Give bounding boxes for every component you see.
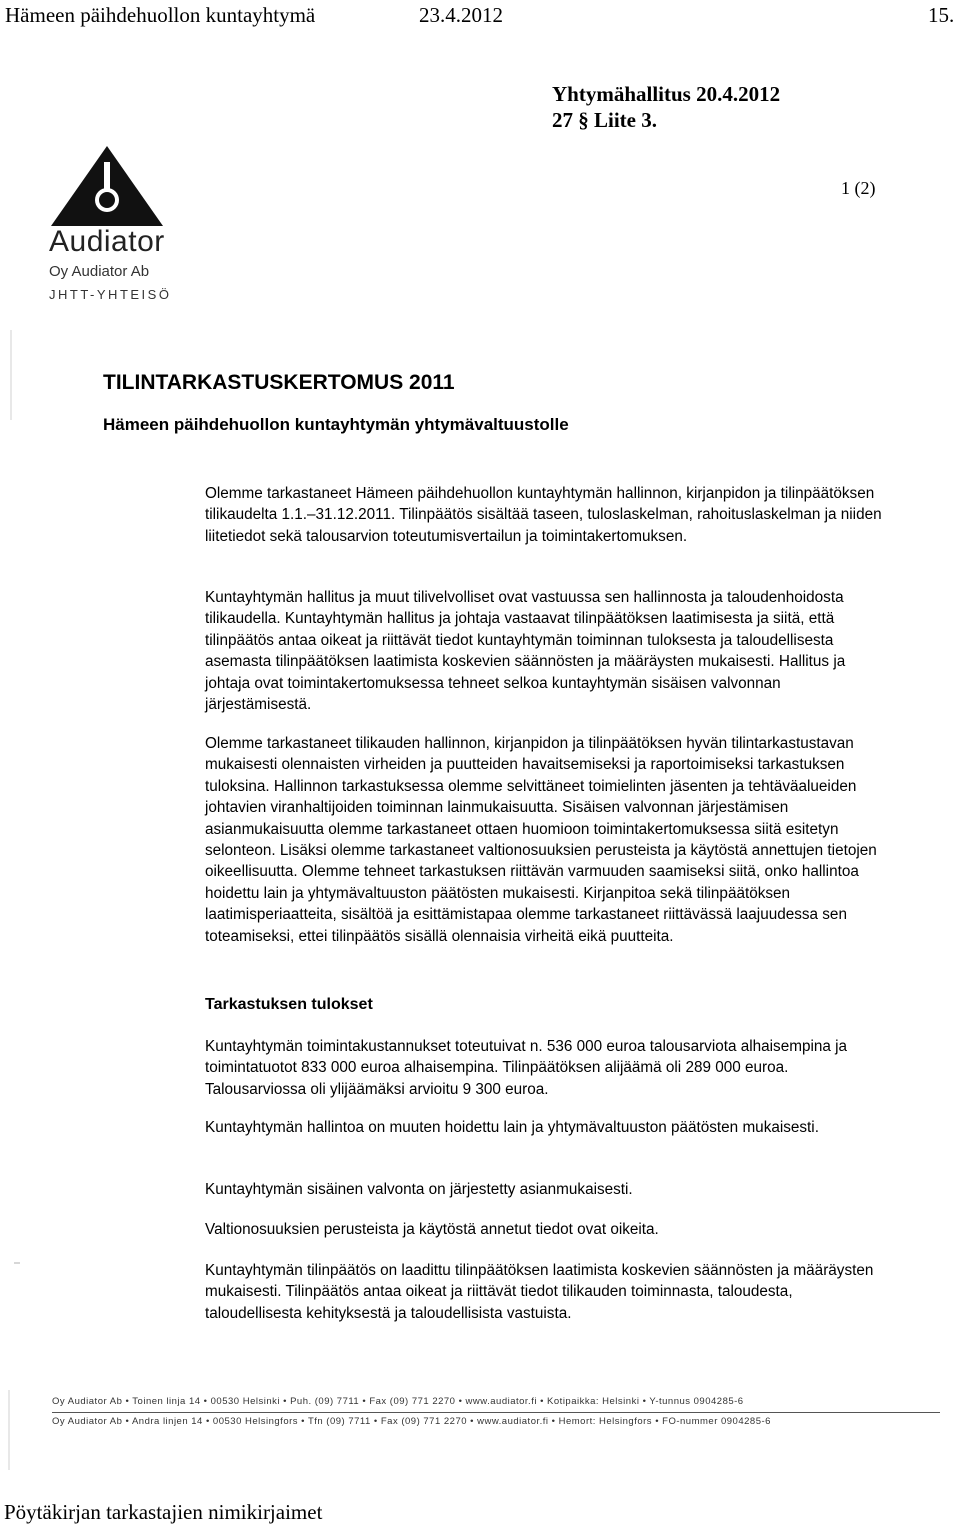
document-page-number: 15. — [928, 3, 955, 27]
scan-mark — [14, 1262, 20, 1264]
document-header-title: Hämeen päihdehuollon kuntayhtymä — [5, 3, 316, 27]
logo-name: Audiator — [49, 225, 165, 258]
meeting-reference: Yhtymähallitus 20.4.2012 — [552, 82, 781, 106]
attachment-reference: 27 § Liite 3. — [552, 108, 657, 132]
footer-address-fi: Oy Audiator Ab • Toinen linja 14 • 00530 Helsinki • Puh. (09) 7711 • Fax (09) 771 2270 • www.audiator.fi • Kotipaikka: Helsinki • Y-tunnus 0904285-6 — [52, 1396, 744, 1407]
paragraph-responsibility: Kuntayhtymän hallitus ja muut tilivelvolliset ovat vastuussa sen hallinnosta ja taloudenhoidosta tilikaudella. Kuntayhtymän hallitus ja johtaja vastaavat tilinpäätöksen laatimisesta ja siitä, että tilinpäätös antaa oikeat ja riittävät tiedot kuntayhtymän toiminnan tuloksesta ja taloudellisesta asemasta tilinpäätöksen laatimista koskevien säännösten ja määräysten mukaisesti. Hallitus ja johtaja ovat toimintakertomuksessa tehneet selkoa kuntayhtymän sisäisen valvonnan järjestämisestä. — [205, 589, 846, 714]
result-internal-control: Kuntayhtymän sisäinen valvonta on järjestetty asianmukaisesti. — [205, 1181, 633, 1198]
paragraph-scope: Olemme tarkastaneet Hämeen päihdehuollon kuntayhtymän hallinnon, kirjanpidon ja tilinpäätöksen tilikaudelta 1.1.–31.12.2011. Tilinpäätös sisältää taseen, tuloslaskelman, rahoituslaskelman ja niiden liitetiedot sekä talousarvion toteutumisvertailun ja toimintakertomuksen. — [205, 485, 882, 545]
logo-company: Oy Audiator Ab — [49, 263, 150, 280]
document-header-date: 23.4.2012 — [419, 3, 503, 27]
paragraph-audit-method: Olemme tarkastaneet tilikauden hallinnon, kirjanpidon ja tilinpäätöksen hyvän tilintarkastustavan mukaisesti olennaisten virheiden ja puutteiden havaitsemiseksi ja raportoimiseksi tarkastuksen tuloksina. Hallinnon tarkastuksessa olemme selvittäneet toimielinten jäsenten ja tehtäväalueiden johtavien viranhaltijoiden toiminnan lainmukaisuutta. Sisäisen valvonnan järjestämisen asianmukaisuutta olemme tarkastaneet ottaen huomioon toimintakertomuksessa siitä esitetyn selonteon. Lisäksi olemme tarkastaneet valtionosuuksien perusteista ja käytöstä annettujen tietojen oikeellisuutta. Olemme tehneet tarkastuksen riittävän varmuuden saamiseksi siitä, onko hallintoa hoidettu lain ja yhtymävaltuuston päätösten mukaisesti. Kirjanpitoa sekä tilinpäätöksen laatimisperiaatteita, sisältöä ja esittämistapaa olemme tarkastaneet riittävässä laajuudessa sen toteamiseksi, ettei tilinpäätös sisällä olennaisia virheitä eikä puutteita. — [205, 735, 877, 945]
signature-caption: Pöytäkirjan tarkastajien nimikirjaimet — [4, 1500, 323, 1524]
page-count: 1 (2) — [841, 178, 876, 198]
footer-divider — [52, 1412, 940, 1413]
results-heading: Tarkastuksen tulokset — [205, 996, 373, 1013]
scan-mark — [8, 1390, 10, 1470]
footer-address-sv: Oy Audiator Ab • Andra linjen 14 • 00530 Helsingfors • Tfn (09) 7711 • Fax (09) 771 2270 • www.audiator.fi • Hemort: Helsingfors • FO-nummer 0904285-6 — [52, 1416, 771, 1427]
audiator-logo-icon — [49, 144, 165, 228]
scan-mark — [10, 330, 12, 420]
report-recipient: Hämeen päihdehuollon kuntayhtymän yhtymävaltuustolle — [103, 415, 569, 434]
logo-tagline: JHTT-YHTEISÖ — [49, 287, 172, 302]
result-state-subsidies: Valtionosuuksien perusteista ja käytöstä annetut tiedot ovat oikeita. — [205, 1221, 659, 1238]
result-financial-statements: Kuntayhtymän tilinpäätös on laadittu tilinpäätöksen laatimista koskevien säännösten ja määräysten mukaisesti. Tilinpäätös antaa oikeat ja riittävät tiedot tilikauden toiminnasta, taloudesta, taloudellisesta kehityksestä ja taloudellisista vastuista. — [205, 1262, 874, 1322]
result-administration: Kuntayhtymän hallintoa on muuten hoidettu lain ja yhtymävaltuuston päätösten mukaisesti. — [205, 1119, 819, 1136]
result-budget: Kuntayhtymän toimintakustannukset toteutuivat n. 536 000 euroa talousarviota alhaisempina ja toimintatuotot 833 000 euroa alhaisempina. Tilinpäätöksen alijäämä oli 289 000 euroa. Talousarviossa oli ylijäämäksi arvioitu 9 300 euroa. — [205, 1038, 848, 1098]
report-title: TILINTARKASTUSKERTOMUS 2011 — [103, 371, 455, 394]
